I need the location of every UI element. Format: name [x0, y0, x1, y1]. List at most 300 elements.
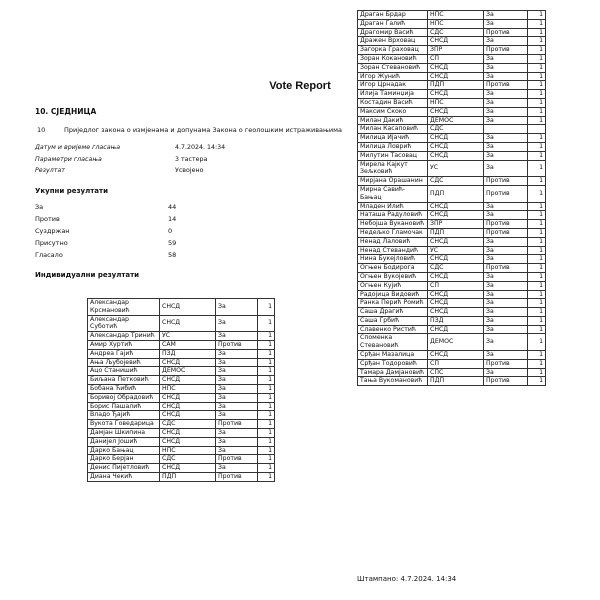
voter-name: Недељко Гламочак: [358, 228, 428, 237]
voter-vote: За: [484, 351, 528, 360]
voter-party: СНСД: [428, 107, 484, 116]
voter-name: Костадин Васић: [358, 98, 428, 107]
voter-name: Огњен Вукојевић: [358, 272, 428, 281]
voter-vote: За: [484, 290, 528, 299]
voter-party: СНСД: [428, 272, 484, 281]
table-row: [358, 37, 546, 46]
voter-name: Илија Таминџија: [358, 90, 428, 99]
voter-name: Дарко Бањац: [88, 446, 160, 455]
meta-row: [35, 142, 345, 154]
voter-name: Ненад Лаловић: [358, 237, 428, 246]
voter-vote: За: [484, 72, 528, 81]
table-row: [88, 358, 275, 367]
voter-vote: За: [484, 202, 528, 211]
session-title: 10. СЈЕДНИЦА: [35, 107, 97, 116]
voter-party: СНСД: [160, 358, 216, 367]
voter-vote: За: [484, 316, 528, 325]
voter-vote: За: [484, 11, 528, 20]
table-row: [88, 349, 275, 358]
vote-count: 1: [528, 359, 546, 368]
voter-party: УС: [428, 246, 484, 255]
voter-name: Тања Вукомановић: [358, 377, 428, 386]
voter-vote: За: [216, 367, 258, 376]
vote-count: 1: [258, 411, 275, 420]
table-row: [88, 315, 275, 332]
voter-name: Амир Хуртић: [88, 340, 160, 349]
vote-count: 1: [258, 384, 275, 393]
voter-name: Зоран Стевановић: [358, 63, 428, 72]
left-votes-table: [87, 298, 275, 482]
table-row: [358, 377, 546, 386]
voter-vote: Против: [216, 455, 258, 464]
voter-name: Споменка Стевановић: [358, 334, 428, 351]
voter-name: Максим Скоко: [358, 107, 428, 116]
totals-value: 59: [168, 239, 177, 247]
vote-count: 1: [258, 420, 275, 429]
vote-count: 1: [258, 402, 275, 411]
voter-name: Срђан Мазалица: [358, 351, 428, 360]
vote-count: 1: [258, 437, 275, 446]
voter-party: СНСД: [160, 315, 216, 332]
voter-vote: За: [484, 246, 528, 255]
printed-timestamp: Штампано: 4.7.2024. 14:34: [357, 575, 457, 583]
voter-party: СНСД: [428, 299, 484, 308]
table-row: [88, 455, 275, 464]
voter-name: Биљана Петковић: [88, 376, 160, 385]
vote-count: 1: [528, 228, 546, 237]
table-row: [88, 367, 275, 376]
voter-vote: За: [484, 160, 528, 177]
voter-name: Денис Пијетловић: [88, 464, 160, 473]
vote-count: 1: [528, 368, 546, 377]
voter-party: СНСД: [428, 255, 484, 264]
voter-name: Славенко Ристић: [358, 325, 428, 334]
voter-party: СНСД: [428, 202, 484, 211]
vote-count: 1: [528, 54, 546, 63]
voter-party: СДС: [428, 28, 484, 37]
voter-party: СНСД: [428, 151, 484, 160]
voter-party: СНСД: [428, 90, 484, 99]
voter-name: Саша Драгић: [358, 308, 428, 317]
vote-count: 1: [528, 134, 546, 143]
voter-vote: За: [484, 255, 528, 264]
voter-vote: За: [484, 63, 528, 72]
voter-name: Милутин Тасовац: [358, 151, 428, 160]
vote-count: 1: [528, 72, 546, 81]
table-row: [358, 272, 546, 281]
table-row: [88, 299, 275, 316]
voter-party: СДС: [428, 264, 484, 273]
voter-party: ПДП: [428, 81, 484, 90]
vote-count: 1: [528, 325, 546, 334]
vote-count: 1: [528, 98, 546, 107]
table-row: [358, 308, 546, 317]
voter-name: Саша Грбић: [358, 316, 428, 325]
voter-vote: Против: [484, 228, 528, 237]
table-row: [358, 316, 546, 325]
vote-count: 1: [528, 160, 546, 177]
voter-vote: Против: [484, 377, 528, 386]
vote-count: 1: [528, 237, 546, 246]
totals-label: Против: [35, 215, 60, 223]
vote-count: 1: [528, 28, 546, 37]
voter-name: Милица Ловрић: [358, 142, 428, 151]
table-row: [88, 446, 275, 455]
voter-party: УС: [160, 332, 216, 341]
vote-count: 1: [528, 290, 546, 299]
table-row: [358, 151, 546, 160]
voter-vote: За: [484, 37, 528, 46]
voter-name: Дамјан Шкипина: [88, 428, 160, 437]
totals-label: Суздржан: [35, 227, 70, 235]
voter-vote: За: [484, 151, 528, 160]
voter-vote: За: [484, 54, 528, 63]
voter-vote: Против: [484, 28, 528, 37]
voter-name: Борис Пашалић: [88, 402, 160, 411]
voter-vote: За: [484, 90, 528, 99]
voter-vote: За: [484, 299, 528, 308]
voter-name: Милица Ијачић: [358, 134, 428, 143]
table-row: [358, 107, 546, 116]
totals-row: [35, 225, 265, 237]
voter-vote: За: [216, 299, 258, 316]
totals-value: 14: [168, 215, 177, 223]
table-row: [358, 325, 546, 334]
vote-count: 1: [258, 349, 275, 358]
table-row: [358, 228, 546, 237]
table-row: [358, 19, 546, 28]
voter-vote: За: [216, 464, 258, 473]
voter-party: ДЕМОС: [160, 367, 216, 376]
voter-party: ПЗД: [160, 349, 216, 358]
voter-vote: За: [216, 315, 258, 332]
vote-count: 1: [528, 246, 546, 255]
vote-count: 1: [528, 177, 546, 186]
meta-value: Усвојено: [175, 167, 204, 175]
voter-name: Тамара Дамјановић: [358, 368, 428, 377]
voter-name: Андреа Гајић: [88, 349, 160, 358]
vote-count: [528, 125, 546, 134]
individual-results-title: Индивидуални резултати: [35, 271, 140, 279]
totals-label: Присутно: [35, 239, 68, 247]
voter-name: Драган Галић: [358, 19, 428, 28]
meta-label: Параметри гласања: [35, 155, 102, 163]
voter-vote: Против: [484, 359, 528, 368]
voter-party: СНСД: [428, 290, 484, 299]
table-row: [358, 368, 546, 377]
voter-party: СНСД: [160, 402, 216, 411]
voter-party: СНСД: [428, 63, 484, 72]
totals-row: [35, 213, 265, 225]
totals: [35, 201, 265, 261]
table-row: [358, 246, 546, 255]
vote-count: 1: [258, 332, 275, 341]
meta-label: Резултат: [35, 167, 65, 175]
meta-label: Датум и вријеме гласања: [35, 144, 121, 152]
voter-vote: За: [216, 428, 258, 437]
voter-party: НПС: [428, 19, 484, 28]
vote-count: 1: [528, 255, 546, 264]
vote-count: 1: [528, 63, 546, 72]
voter-vote: За: [484, 142, 528, 151]
table-row: [358, 334, 546, 351]
vote-count: 1: [528, 308, 546, 317]
table-row: [358, 160, 546, 177]
table-row: [88, 384, 275, 393]
voter-name: Срђан Тодоровић: [358, 359, 428, 368]
voter-vote: За: [484, 237, 528, 246]
table-row: [358, 142, 546, 151]
voter-party: ДЕМОС: [428, 334, 484, 351]
table-row: [88, 437, 275, 446]
voter-vote: За: [216, 384, 258, 393]
table-row: [358, 54, 546, 63]
voter-vote: Против: [216, 340, 258, 349]
voter-party: ЗПР: [428, 220, 484, 229]
voter-vote: За: [484, 334, 528, 351]
voter-party: СДС: [428, 177, 484, 186]
agenda-item-text: Приједлог закона о измјенама и допунама Закона о геолошким истраживањима: [64, 126, 342, 134]
vote-count: 1: [528, 142, 546, 151]
table-row: [358, 125, 546, 134]
voter-party: СДС: [428, 125, 484, 134]
vote-count: 1: [528, 351, 546, 360]
voter-party: ПДП: [428, 185, 484, 202]
voter-name: Младен Илић: [358, 202, 428, 211]
table-row: [358, 81, 546, 90]
totals-title: Укупни резултати: [35, 187, 108, 195]
voter-vote: Против: [216, 420, 258, 429]
vote-count: 1: [258, 367, 275, 376]
voter-name: Александар Суботић: [88, 315, 160, 332]
vote-count: 1: [528, 202, 546, 211]
vote-count: 1: [258, 393, 275, 402]
vote-count: 1: [258, 315, 275, 332]
vote-count: 1: [258, 299, 275, 316]
table-row: [358, 299, 546, 308]
vote-count: 1: [528, 81, 546, 90]
meta-row: [35, 165, 345, 177]
table-row: [358, 281, 546, 290]
voter-vote: За: [484, 281, 528, 290]
voter-vote: Против: [484, 46, 528, 55]
vote-count: 1: [528, 107, 546, 116]
voter-name: Ацо Станишић: [88, 367, 160, 376]
report-title: Vote Report: [269, 80, 331, 92]
agenda-item-number: 10: [37, 126, 46, 134]
meta-value: 3 тастера: [175, 155, 208, 163]
voter-party: СНСД: [160, 464, 216, 473]
voter-party: ПДП: [160, 472, 216, 481]
voter-vote: За: [216, 349, 258, 358]
voter-name: Зоран Кокановић: [358, 54, 428, 63]
totals-row: [35, 249, 265, 261]
voter-party: СНСД: [428, 72, 484, 81]
table-row: [358, 255, 546, 264]
voter-name: Дарко Берјан: [88, 455, 160, 464]
voter-party: СНСД: [428, 134, 484, 143]
vote-count: 1: [258, 376, 275, 385]
vote-count: 1: [258, 340, 275, 349]
voter-party: СНСД: [160, 437, 216, 446]
voter-vote: За: [484, 368, 528, 377]
voter-name: Владо Ђајић: [88, 411, 160, 420]
vote-count: 1: [528, 90, 546, 99]
vote-count: 1: [528, 11, 546, 20]
vote-count: 1: [528, 334, 546, 351]
voter-vote: За: [216, 446, 258, 455]
voter-name: Дражен Врховац: [358, 37, 428, 46]
voter-party: СНСД: [428, 308, 484, 317]
voter-party: СНСД: [428, 142, 484, 151]
table-row: [88, 428, 275, 437]
table-row: [88, 420, 275, 429]
voter-vote: За: [484, 272, 528, 281]
vote-count: 1: [528, 46, 546, 55]
voter-name: Небојша Вукановић: [358, 220, 428, 229]
vote-count: 1: [528, 37, 546, 46]
voter-name: Загорка Граховац: [358, 46, 428, 55]
voter-party: СНСД: [428, 351, 484, 360]
voter-vote: За: [216, 376, 258, 385]
voter-party: НПС: [428, 98, 484, 107]
voter-party: ПЗД: [428, 316, 484, 325]
voter-vote: Против: [216, 472, 258, 481]
voter-vote: За: [216, 411, 258, 420]
table-row: [88, 376, 275, 385]
totals-label: Гласало: [35, 251, 63, 259]
table-row: [358, 351, 546, 360]
meta-value: 4.7.2024. 14:34: [175, 144, 226, 152]
voter-party: СНСД: [160, 376, 216, 385]
voter-party: ПДП: [428, 228, 484, 237]
vote-count: 1: [528, 316, 546, 325]
voter-party: СП: [428, 281, 484, 290]
voter-vote: Против: [484, 220, 528, 229]
vote-count: 1: [258, 428, 275, 437]
voter-name: Игор Црнадак: [358, 81, 428, 90]
voter-party: СНСД: [428, 237, 484, 246]
voter-party: УС: [428, 160, 484, 177]
vote-count: 1: [528, 299, 546, 308]
table-row: [88, 411, 275, 420]
voter-party: СДС: [160, 455, 216, 464]
voter-vote: За: [484, 325, 528, 334]
vote-count: 1: [528, 116, 546, 125]
voter-vote: За: [484, 107, 528, 116]
table-row: [358, 185, 546, 202]
voter-name: Наташа Радуловић: [358, 211, 428, 220]
voter-name: Александар Тринић: [88, 332, 160, 341]
table-row: [88, 472, 275, 481]
voter-party: СНСД: [428, 211, 484, 220]
voter-name: Огњен Кујић: [358, 281, 428, 290]
voter-party: СНСД: [428, 325, 484, 334]
meta-row: [35, 154, 345, 166]
totals-value: 44: [168, 203, 177, 211]
table-row: [358, 359, 546, 368]
vote-meta: [35, 142, 345, 177]
voter-name: Мирела Кајкут Зељковић: [358, 160, 428, 177]
voter-name: Боривој Обрадовић: [88, 393, 160, 402]
table-row: [358, 72, 546, 81]
voter-vote: За: [484, 98, 528, 107]
voter-vote: Против: [484, 81, 528, 90]
voter-name: Мирна Савић-Бањац: [358, 185, 428, 202]
voter-party: САМ: [160, 340, 216, 349]
voter-name: Игор Жунић: [358, 72, 428, 81]
table-row: [88, 402, 275, 411]
voter-vote: За: [216, 402, 258, 411]
table-row: [358, 177, 546, 186]
voter-party: СДС: [160, 420, 216, 429]
vote-count: 1: [258, 455, 275, 464]
vote-count: 1: [258, 358, 275, 367]
table-row: [358, 46, 546, 55]
voter-party: СНСД: [160, 393, 216, 402]
table-row: [88, 393, 275, 402]
table-row: [358, 90, 546, 99]
voter-name: Драгомир Васић: [358, 28, 428, 37]
voter-party: СП: [428, 359, 484, 368]
totals-label: За: [35, 203, 44, 211]
table-row: [88, 340, 275, 349]
voter-vote: [484, 125, 528, 134]
voter-party: ЗПР: [428, 46, 484, 55]
voter-vote: За: [484, 134, 528, 143]
voter-party: СНСД: [428, 37, 484, 46]
voter-name: Мирјана Орашанин: [358, 177, 428, 186]
voter-name: Бобана Ћибић: [88, 384, 160, 393]
vote-count: 1: [258, 464, 275, 473]
vote-count: 1: [528, 377, 546, 386]
voter-name: Милан Дакић: [358, 116, 428, 125]
table-row: [358, 220, 546, 229]
voter-name: Ненад Стевандић: [358, 246, 428, 255]
voter-name: Данијел Јошић: [88, 437, 160, 446]
totals-row: [35, 201, 265, 213]
table-row: [358, 134, 546, 143]
vote-count: 1: [258, 446, 275, 455]
right-votes-table: [357, 10, 546, 386]
voter-name: Диана Чекић: [88, 472, 160, 481]
table-row: [358, 11, 546, 20]
voter-name: Ранка Перић Ромић: [358, 299, 428, 308]
table-row: [358, 63, 546, 72]
voter-name: Огњен Бодирога: [358, 264, 428, 273]
voter-party: СПС: [428, 368, 484, 377]
vote-count: 1: [528, 185, 546, 202]
table-row: [358, 211, 546, 220]
vote-count: 1: [258, 472, 275, 481]
voter-vote: За: [216, 332, 258, 341]
table-row: [358, 202, 546, 211]
table-row: [358, 290, 546, 299]
voter-name: Нина Букејловић: [358, 255, 428, 264]
voter-name: Драган Брдар: [358, 11, 428, 20]
voter-party: СНСД: [160, 411, 216, 420]
voter-vote: За: [216, 358, 258, 367]
table-row: [88, 332, 275, 341]
totals-value: 0: [168, 227, 173, 235]
vote-count: 1: [528, 264, 546, 273]
table-row: [358, 237, 546, 246]
voter-name: Ања Љубојевић: [88, 358, 160, 367]
voter-party: СНСД: [160, 299, 216, 316]
table-row: [358, 116, 546, 125]
voter-name: Вукота Говедарица: [88, 420, 160, 429]
voter-party: СП: [428, 54, 484, 63]
